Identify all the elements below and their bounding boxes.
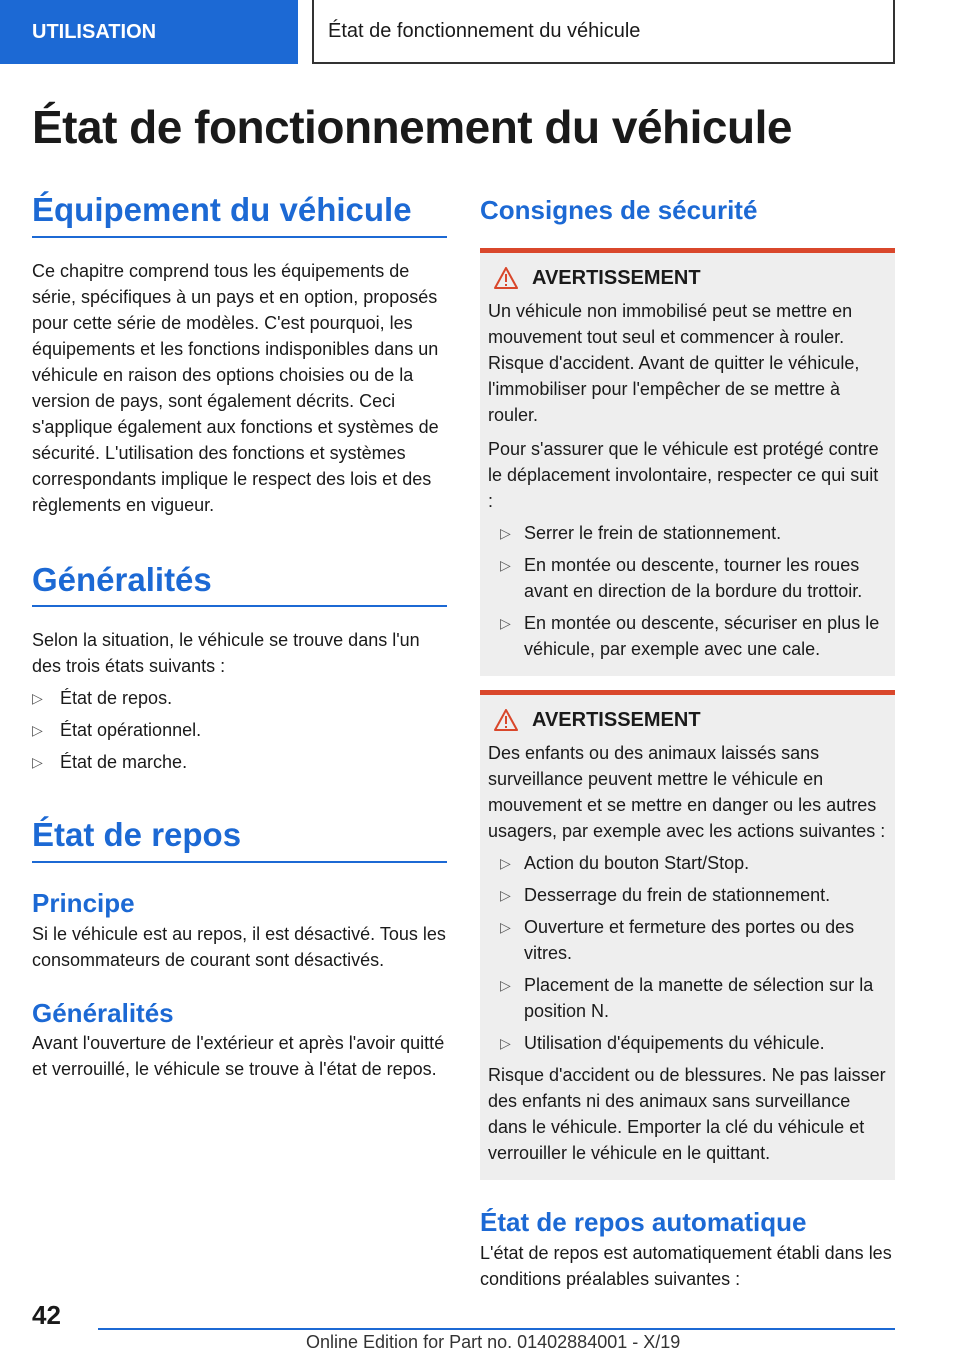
auto-rest-text: L'état de repos est automatiquement établi dans les conditions préalables suivantes : [480,1242,892,1289]
rest-general-text: Avant l'ouverture de l'extérieur et après l'avoir quitté et verrouillé, le véhicule se trouve à l'état de repos. [32,1033,445,1080]
rest-state-heading: État de repos [32,815,447,863]
warning-title: AVERTISSEMENT [532,708,701,731]
general-text: Selon la situation, le véhicule se trouve dans l'un des trois états suivants : [32,630,420,677]
page-number: 42 [32,1300,61,1330]
triangle-bullet-icon: ▷ [500,524,511,541]
chapter-header-label: État de fonctionnement du véhicule [328,19,641,42]
warning-header [488,267,887,290]
list-item: ▷ État de marche. [32,749,447,775]
warning-list [488,850,887,1056]
list-item: ▷ Placement de la manette de sélection sur la position N. [488,972,887,1024]
right-column [480,190,895,1292]
warning-header [488,709,887,732]
triangle-bullet-icon: ▷ [500,918,511,935]
principle-heading: Principe [32,887,135,918]
rest-general-heading: Généralités [32,997,174,1028]
list-item: ▷ Utilisation d'équipements du véhicule. [488,1030,887,1056]
list-item: ▷ En montée ou descente, sécuriser en plus le véhicule, par exemple avec une cale. [488,610,887,662]
warning-title: AVERTISSEMENT [532,266,701,289]
list-item: ▷ En montée ou descente, tourner les roues avant en direction de la bordure du trottoir. [488,552,887,604]
list-item: ▷ Serrer le frein de stationnement. [488,520,887,546]
general-heading: Généralités [32,560,447,608]
section-tab-label: UTILISATION [32,20,157,43]
section-tab [0,0,298,64]
equipment-heading: Équipement du véhicule [32,190,447,238]
page-title: État de fonctionnement du véhicule [32,101,792,153]
list-item: ▷ Ouverture et fermeture des portes ou des vitres. [488,914,887,966]
warning-box-children [480,690,895,1180]
warning-triangle-icon [494,709,518,731]
left-column [32,190,447,1082]
triangle-bullet-icon: ▷ [500,976,511,993]
principle-text: Si le véhicule est au repos, il est désactivé. Tous les consommateurs de courant sont désactivés. [32,923,446,970]
list-item: ▷ État de repos. [32,685,447,711]
triangle-bullet-icon: ▷ [32,722,43,739]
triangle-bullet-icon: ▷ [32,754,43,771]
triangle-bullet-icon: ▷ [500,1034,511,1051]
list-item: ▷ État opérationnel. [32,717,447,743]
warning-list [488,520,887,662]
auto-rest-heading: État de repos automatique [480,1206,807,1237]
triangle-bullet-icon: ▷ [500,614,511,631]
footer-divider [98,1328,895,1330]
warning-text: Risque d'accident ou de blessures. Ne pas laisser des enfants ni des animaux sans surveillance dans le véhicule. Emporter la clé du véhicule et verrouiller le véhicule en le quittant. [488,1064,886,1163]
triangle-bullet-icon: ▷ [500,854,511,871]
equipment-text: Ce chapitre comprend tous les équipements de série, spécifiques à un pays et en option, proposés pour cette série de modèles. C'est pourquoi, les équipements et les fonctions indisponibles dans un véhicule en raison des options choisies ou de la version de pays, sont également décrits. Ceci s'applique également aux fonctions et systèmes de sécurité. L'utilisation des fonctions et systèmes correspondants implique le respect des lois et des règlements en vigueur. [32,260,439,515]
warning-text: Des enfants ou des animaux laissés sans surveillance peuvent mettre le véhicule en mouvement et se mettre en danger ou les autres usagers, par exemple avec les actions suivantes : [488,742,886,841]
warning-text: Un véhicule non immobilisé peut se mettre en mouvement tout seul et commencer à rouler. Risque d'accident. Avant de quitter le véhicule, l'immobiliser pour l'empêcher de se mettre à rouler. [488,300,860,425]
list-item: ▷ Action du bouton Start/Stop. [488,850,887,876]
triangle-bullet-icon: ▷ [500,556,511,573]
footer-edition: Online Edition for Part no. 01402884001 - X/19 [306,1332,681,1352]
states-list [32,685,447,775]
chapter-header [312,0,895,64]
triangle-bullet-icon: ▷ [32,690,43,707]
list-item: ▷ Desserrage du frein de stationnement. [488,882,887,908]
warning-text: Pour s'assurer que le véhicule est protégé contre le déplacement involontaire, respecter ce qui suit : [488,438,879,511]
warning-box-rolling [480,248,895,676]
warning-triangle-icon [494,267,518,289]
triangle-bullet-icon: ▷ [500,886,511,903]
safety-heading: Consignes de sécurité [480,195,758,225]
